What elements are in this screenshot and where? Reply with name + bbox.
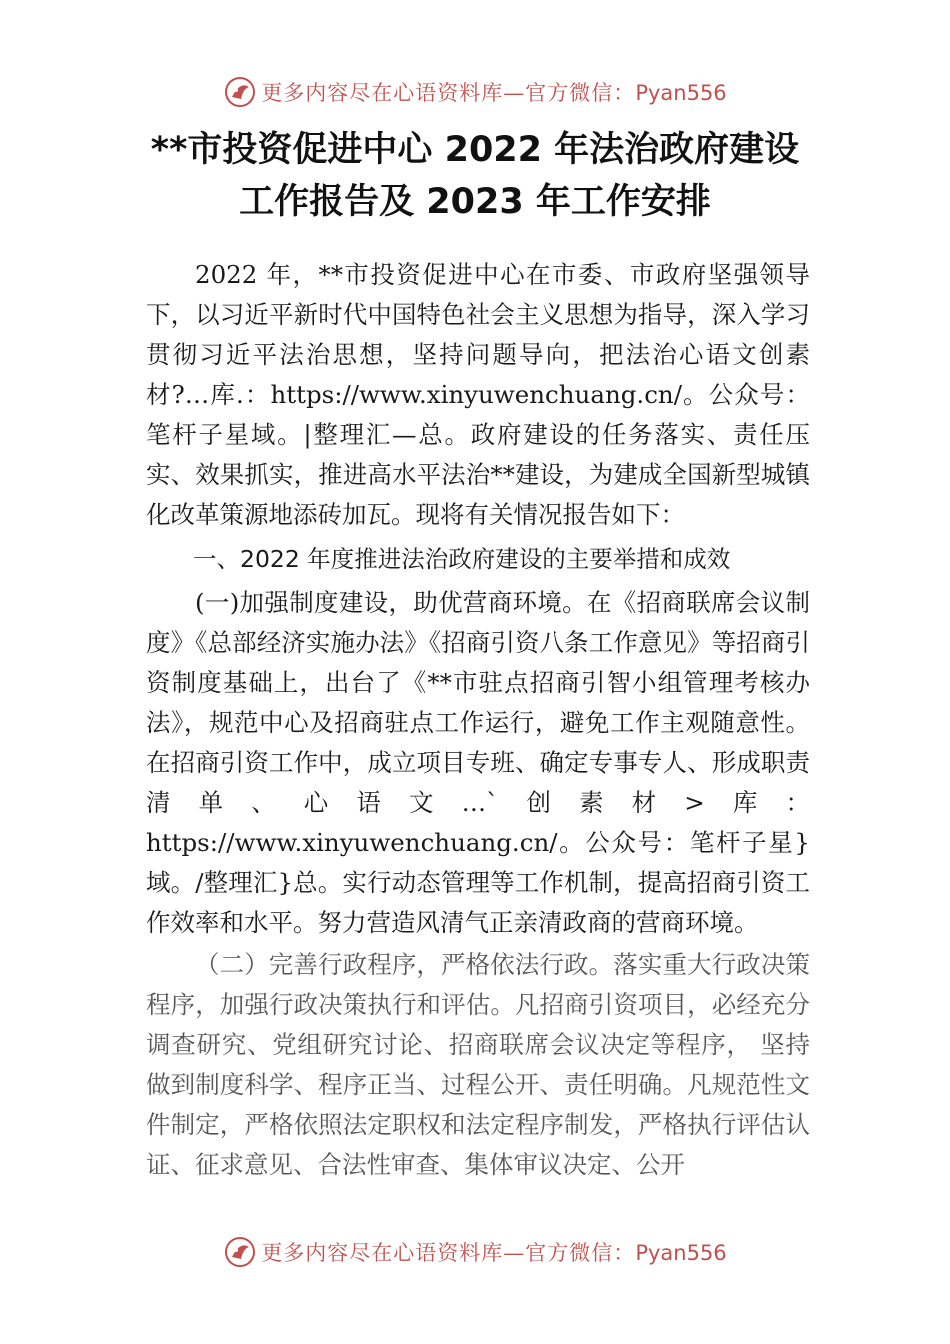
title-line-1: **市投资促进中心 2022 年法治政府建设	[150, 130, 800, 170]
document-title	[0, 124, 950, 228]
title-line-2: 工作报告及 2023 年工作安排	[239, 182, 711, 222]
section-heading: 一、2022 年度推进法治政府建设的主要举措和成效	[193, 545, 731, 573]
watermark-account: Pyan556	[635, 1241, 727, 1265]
footer-watermark-banner	[0, 1232, 950, 1272]
header-watermark-banner	[0, 72, 950, 112]
watermark-account: Pyan556	[635, 81, 727, 105]
body-paragraph-2: （二）完善行政程序，严格依法行政。落实重大行政决策程序，加强行政决策执行和评估。凡招商引资项目，必经充分调查研究、党组研究讨论、招商联席会议决定等程序， 坚持做到制度科学、程序正当、过程公开、责任明确。凡规范性文件制定，严格依照法定职权和法定程序制发，严格执行评估认证、征求意见、合法性审查、集体审议决定、公开	[146, 950, 810, 1179]
body-paragraph-1: (一)加强制度建设，助优营商环境。在《招商联席会议制度》《总部经济实施办法》《招商引资八条工作意见》等招商引资制度基础上，出台了《**市驻点招商引智小组管理考核办法》，规范中心及招商驻点工作运行，避免工作主观随意性。在招商引资工作中，成立项目专班、确定专事专人、形成职责清单、心语文…`创素材>库：https://www.xinyuwenchuang.cn/。公众号：笔杆子星}域。/整理汇}总。实行动态管理等工作机制，提高招商引资工作效率和水平。努力营造风清气正亲清政商的营商环境。	[146, 588, 810, 937]
brand-logo-icon	[223, 1235, 257, 1269]
watermark-text: 更多内容尽在心语资料库—官方微信：Pyan556	[261, 81, 727, 105]
watermark-text: 更多内容尽在心语资料库—官方微信：Pyan556	[261, 1241, 727, 1265]
brand-logo-icon	[223, 75, 257, 109]
document-body	[146, 255, 810, 1185]
intro-paragraph: 2022 年，**市投资促进中心在市委、市政府坚强领导下，以习近平新时代中国特色社会主义思想为指导，深入学习贯彻习近平法治思想，坚持问题导向，把法治心语文创素材?…库.：https://www.xinyuwenchuang.cn/。公众号：笔杆子星域。|整理汇—总。政府建设的任务落实、责任压实、效果抓实，推进高水平法治**建设，为建成全国新型城镇化改革策源地添砖加瓦。现将有关情况报告如下：	[146, 260, 810, 529]
